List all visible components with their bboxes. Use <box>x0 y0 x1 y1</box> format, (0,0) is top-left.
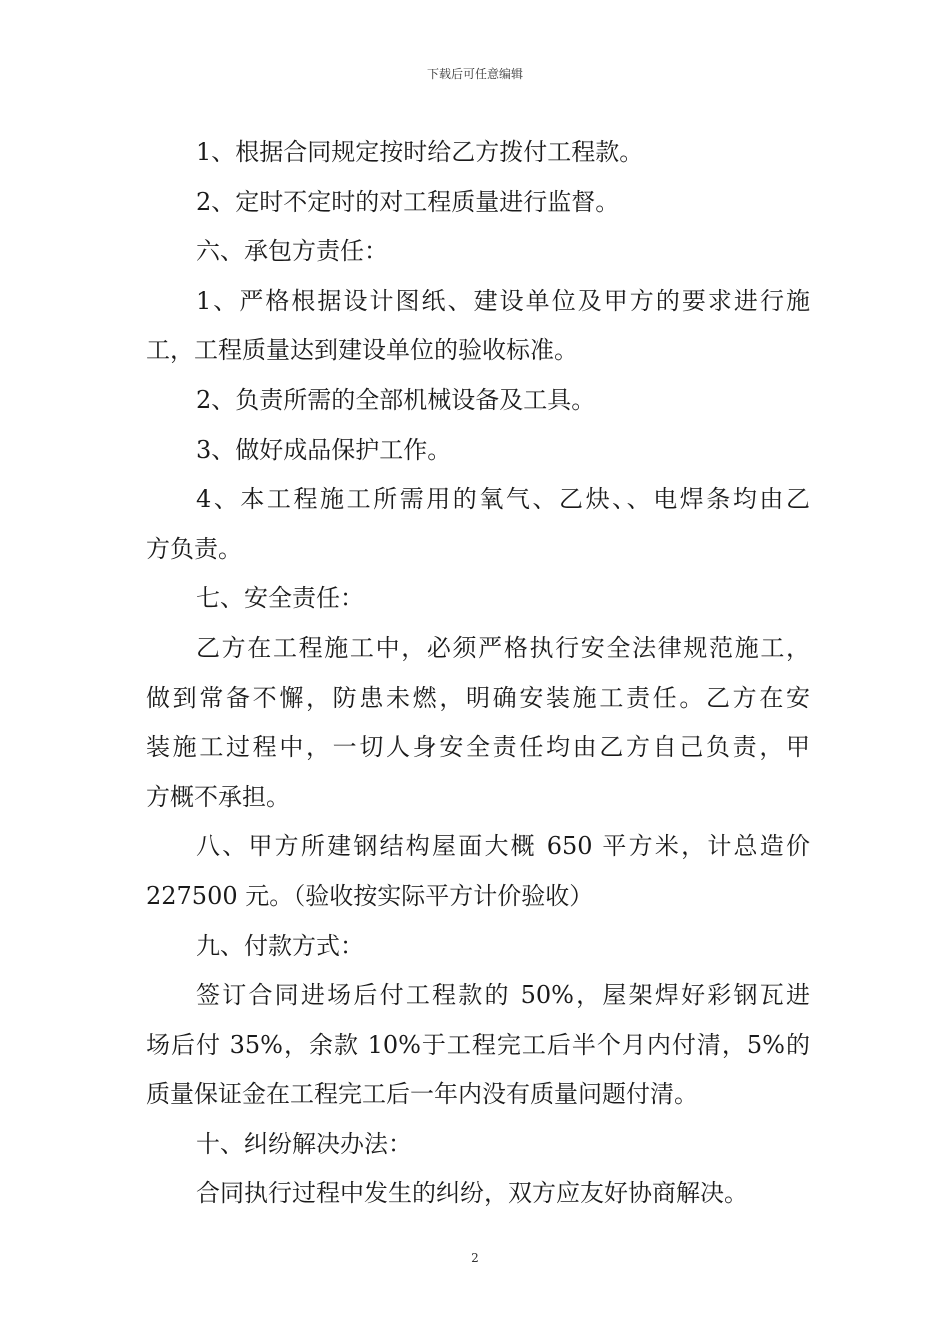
page-number: 2 <box>471 1251 479 1265</box>
paragraph-line: 方负责。 <box>146 534 242 563</box>
section-heading: 七、安全责任： <box>196 584 364 613</box>
paragraph-line: 2、定时不定时的对工程质量进行监督。 <box>196 187 620 216</box>
paragraph-line: 合同执行过程中发生的纠纷，双方应友好协商解决。 <box>196 1179 748 1208</box>
paragraph-line: 乙方在工程施工中，必须严格执行安全法律规范施工， <box>196 633 810 662</box>
paragraph-line: 做到常备不懈，防患未燃，明确安装施工责任。乙方在安 <box>146 683 810 712</box>
paragraph-line: 1、严格根据设计图纸、建设单位及甲方的要求进行施 <box>196 286 810 315</box>
paragraph-line: 场后付 35%，余款 10%于工程完工后半个月内付清，5%的 <box>146 1030 810 1059</box>
paragraph-line: 1、根据合同规定按时给乙方拨付工程款。 <box>196 138 644 166</box>
paragraph-line: 方概不承担。 <box>146 782 290 811</box>
paragraph-line: 3、做好成品保护工作。 <box>196 435 452 464</box>
paragraph-line: 工，工程质量达到建设单位的验收标准。 <box>146 336 578 365</box>
section-heading: 六、承包方责任： <box>196 237 388 266</box>
paragraph-line: 2、负责所需的全部机械设备及工具。 <box>196 385 596 414</box>
section-heading: 九、付款方式： <box>196 931 364 960</box>
section-heading: 十、纠纷解决办法： <box>196 1129 412 1158</box>
paragraph-line: 质量保证金在工程完工后一年内没有质量问题付清。 <box>146 1080 698 1109</box>
paragraph-line: 装施工过程中，一切人身安全责任均由乙方自己负责，甲 <box>146 733 810 762</box>
paragraph-line: 八、甲方所建钢结构屋面大概 650 平方米，计总造价 <box>196 832 810 861</box>
document-body <box>146 128 810 1219</box>
paragraph-line: 227500 元。（验收按实际平方计价验收） <box>146 881 594 910</box>
page-header-note: 下载后可任意编辑 <box>426 67 523 81</box>
paragraph-line: 4、本工程施工所需用的氧气、乙炔、、电焊条均由乙 <box>196 485 810 514</box>
paragraph-line: 签订合同进场后付工程款的 50%，屋架焊好彩钢瓦进 <box>196 981 810 1010</box>
